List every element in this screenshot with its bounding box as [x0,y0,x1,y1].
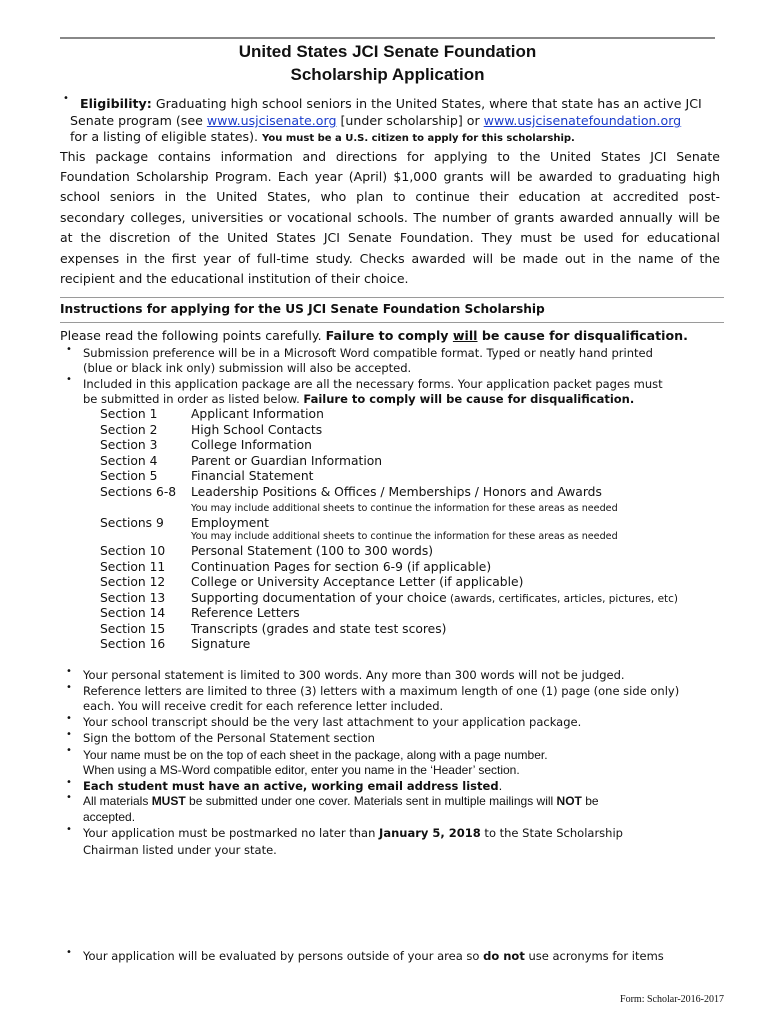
acronyms-a: Your application will be evaluated by persons outside of your area so [83,949,484,963]
one-cover-c: be [581,794,599,808]
acronyms-b: use acronyms for items [524,949,664,963]
reference-letters-line2: each. You will receive credit for each reference letter included. [83,699,444,713]
section-name [191,591,678,605]
usjcisenate-link[interactable]: www.usjcisenate.org [206,113,337,128]
section-number: Section 3 [100,438,158,452]
read-points-will: will [452,328,478,343]
section-name-text: Supporting documentation of your choice [191,591,447,605]
section-number: Section 12 [100,575,166,589]
section-number: Section 15 [100,622,166,636]
reference-letters-line1: Reference letters are limited to three (3) letters with a maximum length of one (1) page (one side only) [83,684,680,698]
intro-line-6: expenses in the first year of full-time study. Checks awarded will be made out in the name of the [60,251,720,266]
acronyms-note [83,949,664,963]
section-name-extra: (awards, certificates, articles, pictures, etc) [446,593,679,605]
email-requirement-period: . [498,779,503,793]
one-cover-b: be submitted under one cover. Materials sent in multiple mailings will [185,794,557,808]
top-rule [60,37,715,39]
intro-line-4: secondary colleges, universities or vocational schools. The number of grants awarded annually will be [60,210,720,225]
document-title: United States JCI Senate Foundation [238,42,537,61]
section-number: Section 11 [100,560,166,574]
bullet-icon: • [66,682,72,693]
bullet-icon: • [66,344,72,355]
bullet-icon: • [66,666,72,677]
postmark-b: to the State Scholarship [480,826,623,840]
eligibility-text: Graduating high school seniors in the United States, where that state has an active JCI [151,96,702,111]
section-number: Section 16 [100,637,166,651]
bullet-icon: • [63,93,69,104]
bullet-icon: • [66,729,72,740]
eligibility-label: Eligibility: [80,96,152,111]
section-number: Section 4 [100,454,158,468]
bullet-icon: • [66,745,72,756]
eligibility-text3: for a listing of eligible states). [70,129,263,144]
one-cover-not: NOT [556,794,582,808]
sign-note: Sign the bottom of the Personal Statement section [83,731,375,745]
intro-line-3: school seniors in the United States, who plan to continue their education at accredited post- [60,189,720,204]
section-name: Signature [191,637,251,651]
bullet-icon: • [66,824,72,835]
transcript-note: Your school transcript should be the very last attachment to your application package. [83,715,582,729]
eligibility-line3 [70,129,575,144]
submission-preference-line1: Submission preference will be in a Microsoft Word compatible format. Typed or neatly hand printed [83,346,653,360]
postmark-date: January 5, 2018 [379,826,481,840]
section-number: Section 14 [100,606,166,620]
one-cover-a: All materials [83,794,152,808]
instructions-heading: Instructions for applying for the US JCI Senate Foundation Scholarship [60,302,545,316]
one-cover-line2: accepted. [83,810,136,824]
additional-sheets-note: You may include additional sheets to continue the information for these areas as needed [191,531,618,542]
divider [60,322,724,323]
usjcisenatefoundation-link[interactable]: www.usjcisenatefoundation.org [483,113,682,128]
name-on-sheet-line1: Your name must be on the top of each sheet in the package, along with a page number. [83,748,548,762]
submission-preference-line2: (blue or black ink only) submission will also be accepted. [83,361,412,375]
bullet-icon: • [66,713,72,724]
section-number: Section 2 [100,423,158,437]
one-cover-line1 [83,794,599,808]
section-number: Section 5 [100,469,158,483]
document-subtitle: Scholarship Application [290,65,485,84]
divider [60,297,724,298]
included-forms-line2 [83,392,634,406]
section-name: Personal Statement (100 to 300 words) [191,544,434,558]
read-points-text: Please read the following points carefully. [60,328,326,343]
section-name: Financial Statement [191,469,314,483]
section-name: Transcripts (grades and state test scores) [191,622,447,636]
intro-line-2: Foundation Scholarship Program. Each year (April) $1,000 grants will be awarded to graduating high [60,169,720,184]
bullet-icon: • [66,777,72,788]
eligibility-line1 [80,96,702,111]
section-name: Parent or Guardian Information [191,454,383,468]
section-name: Continuation Pages for section 6-9 (if applicable) [191,560,492,574]
section-name: Reference Letters [191,606,300,620]
eligibility-text2b: [under scholarship] or [336,113,484,128]
postmark-line2: Chairman listed under your state. [83,843,277,857]
bullet-icon: • [66,947,72,958]
intro-line-7: recipient and the educational institution of their choice. [60,271,409,286]
section-name: College or University Acceptance Letter (if applicable) [191,575,524,589]
section-name: Leadership Positions & Offices / Memberships / Honors and Awards [191,485,602,499]
one-cover-must: MUST [151,794,186,808]
eligibility-text2a: Senate program (see [70,113,207,128]
intro-line-5: at the discretion of the United States JCI Senate Foundation. They must be used for educational [60,230,720,245]
included-forms-line1: Included in this application package are all the necessary forms. Your application packet pages must [83,377,663,391]
email-requirement [83,779,502,793]
acronyms-donot: do not [483,949,525,963]
section-name: Applicant Information [191,407,324,421]
included-forms-text: be submitted in order as listed below. [83,392,304,406]
section-number: Section 13 [100,591,166,605]
additional-sheets-note: You may include additional sheets to continue the information for these areas as needed [191,503,618,514]
form-footer: Form: Scholar-2016-2017 [620,994,724,1005]
intro-line-1: This package contains information and directions for applying to the United States JCI Senate [60,149,720,164]
postmark-a: Your application must be postmarked no later than [83,826,380,840]
section-number: Section 10 [100,544,166,558]
section-number: Sections 9 [100,516,164,530]
section-name: High School Contacts [191,423,323,437]
postmark-line1 [83,826,623,840]
email-requirement-text: Each student must have an active, working email address listed [83,779,499,793]
citizen-requirement: You must be a U.S. citizen to apply for this scholarship. [262,133,575,144]
read-points-bold-b: be cause for disqualification. [477,328,688,343]
bullet-icon: • [66,374,72,385]
read-points-bold-a: Failure to comply [325,328,453,343]
section-number: Section 1 [100,407,158,421]
eligibility-line2 [70,113,681,128]
section-number: Sections 6-8 [100,485,177,499]
read-points-line [60,328,688,343]
name-on-sheet-line2: When using a MS-Word compatible editor, enter you name in the ‘Header’ section. [83,763,520,777]
included-forms-bold: Failure to comply will be cause for disqualification. [303,392,635,406]
bullet-icon: • [66,792,72,803]
section-name: Employment [191,516,269,530]
section-name: College Information [191,438,312,452]
personal-statement-limit: Your personal statement is limited to 300 words. Any more than 300 words will not be judged. [83,668,625,682]
